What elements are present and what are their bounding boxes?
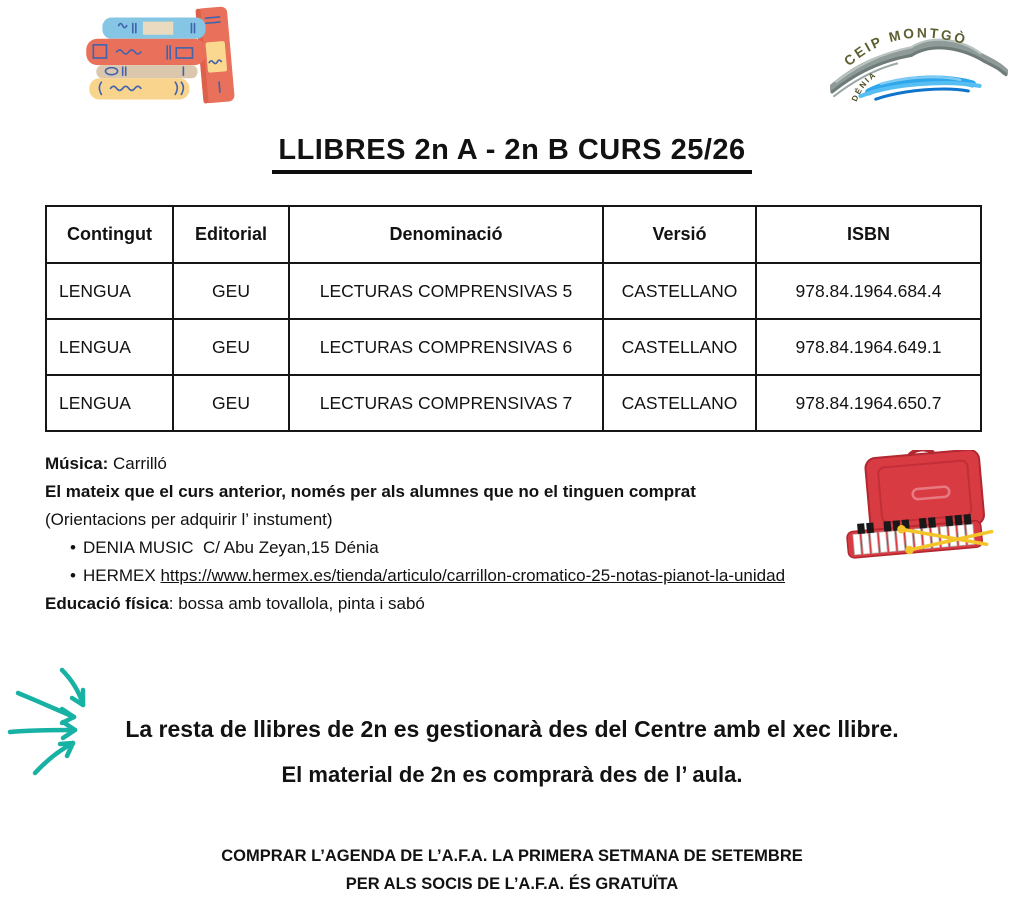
carillon-xylophone-illustration: [840, 450, 1004, 564]
afa-line-1: COMPRAR L’AGENDA DE L’A.F.A. LA PRIMERA SETMANA DE SETEMBRE: [221, 847, 803, 865]
pe-line: [45, 590, 995, 618]
pe-value: : bossa amb tovallola, pinta i sabó: [168, 594, 425, 613]
afa-footer: [0, 842, 1024, 898]
cell-versio: CASTELLANO: [603, 263, 756, 319]
col-header-editorial: Editorial: [173, 206, 289, 263]
notice-xec-llibre: La resta de llibres de 2n es gestionarà des del Centre amb el xec llibre.: [125, 716, 899, 742]
bullet-text: HERMEX https://www.hermex.es/tienda/articulo/carrillon-cromatico-25-notas-pianot-la-unidad: [83, 566, 786, 585]
col-header-denominacio: Denominació: [289, 206, 603, 263]
bullet-icon: •: [70, 538, 76, 557]
logo-school-name: CEIP MONTGÒ: [841, 25, 970, 69]
cell-versio: CASTELLANO: [603, 319, 756, 375]
music-note-paren: (Orientacions per adquirir l’ instument): [45, 510, 333, 529]
music-value: Carrilló: [113, 454, 167, 473]
notice-material-aula: El material de 2n es comprarà des de l’ aula.: [281, 762, 743, 787]
music-note-bold: El mateix que el curs anterior, només per als alumnes que no el tinguen comprat: [45, 482, 696, 501]
col-header-versio: Versió: [603, 206, 756, 263]
stacked-books-illustration: [66, 5, 238, 109]
logo-city-name: DÉNIA: [849, 69, 879, 103]
table-row: [46, 375, 981, 431]
cell-denominacio: LECTURAS COMPRENSIVAS 6: [289, 319, 603, 375]
cell-contingut: LENGUA: [46, 263, 173, 319]
title-wrap: [0, 134, 1024, 174]
bullet-text: DENIA MUSIC C/ Abu Zeyan,15 Dénia: [83, 538, 379, 557]
cell-isbn: 978.84.1964.684.4: [756, 263, 981, 319]
wave-brushstroke: [861, 77, 980, 99]
pe-label: Educació física: [45, 594, 169, 613]
cell-versio: CASTELLANO: [603, 375, 756, 431]
table-row: [46, 319, 981, 375]
cell-denominacio: LECTURAS COMPRENSIVAS 5: [289, 263, 603, 319]
cell-contingut: LENGUA: [46, 319, 173, 375]
bullet-icon: •: [70, 566, 76, 585]
ceip-montgo-logo: [830, 12, 1008, 110]
table-row: [46, 263, 981, 319]
page-title: LLIBRES 2n A - 2n B CURS 25/26: [272, 134, 751, 174]
afa-line-2: PER ALS SOCIS DE L’A.F.A. ÉS GRATUÏTA: [345, 875, 679, 893]
cell-isbn: 978.84.1964.650.7: [756, 375, 981, 431]
table-header-row: [46, 206, 981, 263]
col-header-isbn: ISBN: [756, 206, 981, 263]
cell-isbn: 978.84.1964.649.1: [756, 319, 981, 375]
cell-contingut: LENGUA: [46, 375, 173, 431]
cell-editorial: GEU: [173, 375, 289, 431]
cell-denominacio: LECTURAS COMPRENSIVAS 7: [289, 375, 603, 431]
list-item-hermex: [45, 562, 995, 590]
col-header-contingut: Contingut: [46, 206, 173, 263]
cell-editorial: GEU: [173, 319, 289, 375]
hermex-link[interactable]: https://www.hermex.es/tienda/articulo/carrillon-cromatico-25-notas-pianot-la-unidad: [160, 566, 786, 585]
horizontal-books: [86, 18, 205, 100]
music-label: Música:: [45, 454, 109, 473]
cell-editorial: GEU: [173, 263, 289, 319]
book-list-table: [45, 205, 982, 432]
